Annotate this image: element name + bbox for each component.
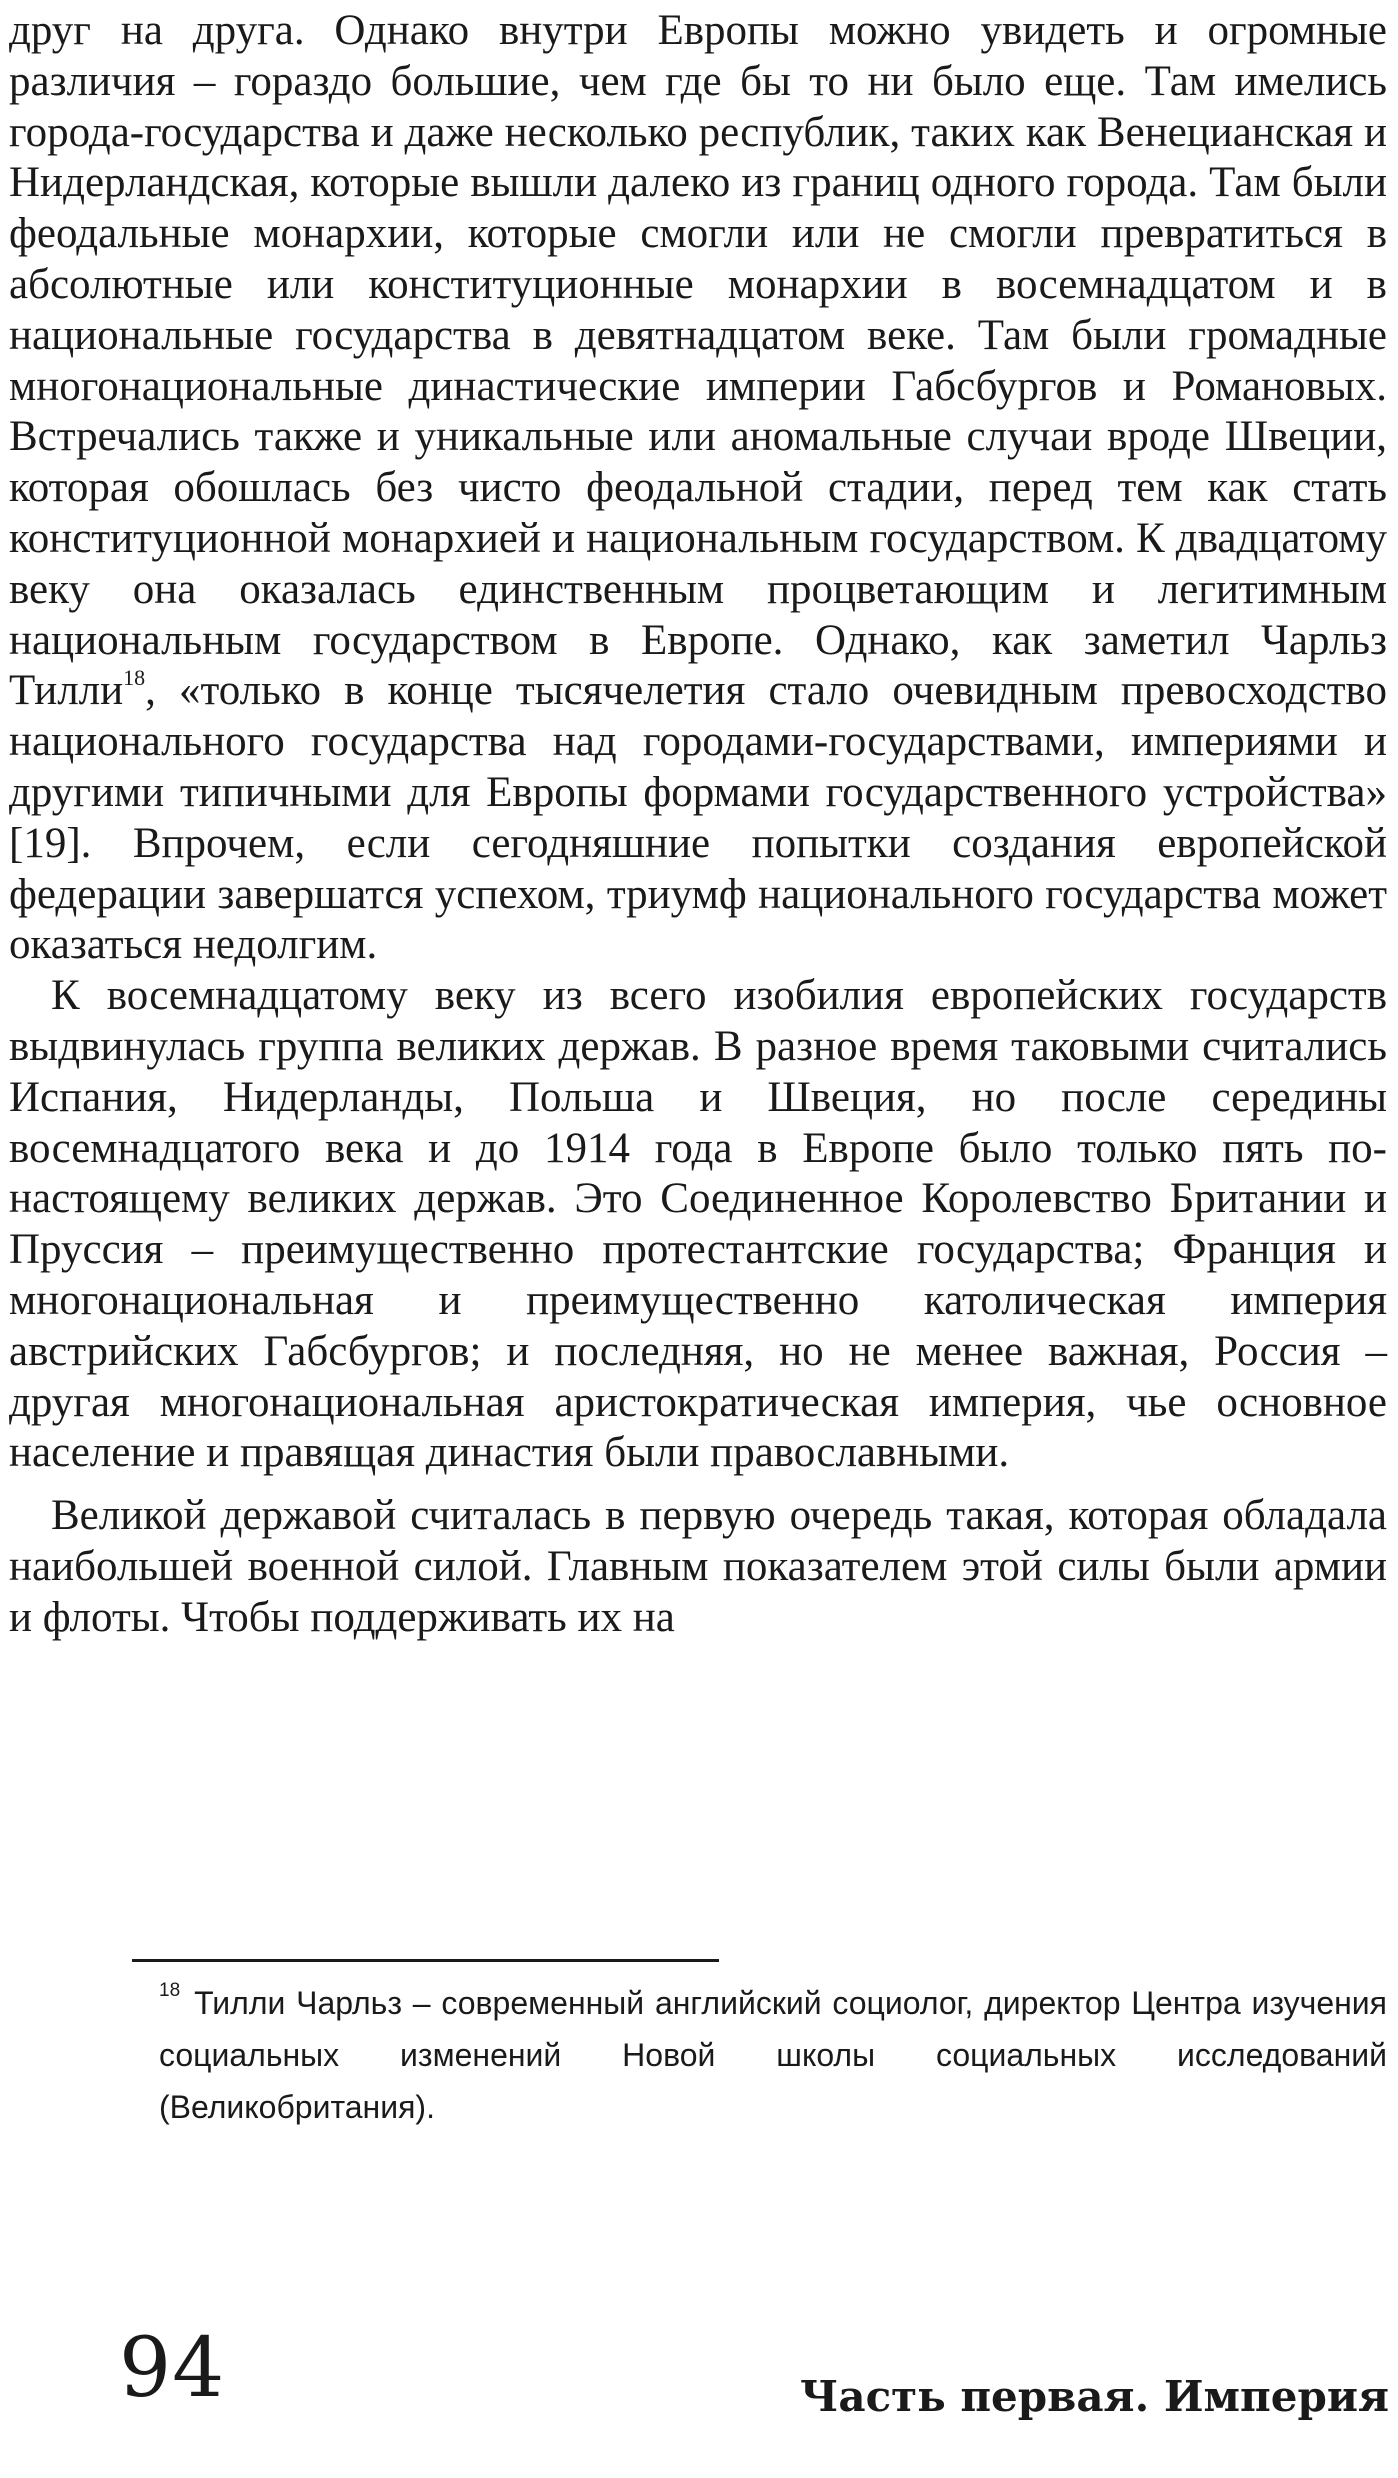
main-text [9, 6, 1387, 1644]
footnote-reference: 18 [123, 665, 146, 691]
footnote [159, 1977, 1387, 2133]
paragraph-1-continuation: , «только в конце тысячелетия стало очевидным превосходство национального государства над городами-государствами, империями и другими типичными для Европы формами государственного устройства» [19]. Впрочем, если сегодняшние попытки создания европейской федерации завершатся успехом, триумф национального государства может оказаться недолгим. [9, 667, 1387, 969]
paragraph-3: Великой державой считалась в первую очередь такая, которая обладала наибольшей военной силой. Главным показателем этой силы были армии и флоты. Чтобы поддерживать их на [9, 1492, 1387, 1641]
page-number: 94 [119, 2321, 226, 2416]
footnote-divider [132, 1959, 719, 1962]
footnote-number: 18 [159, 1980, 181, 2002]
book-page [9, 0, 1389, 2478]
paragraph-1 [9, 6, 1387, 971]
footnote-text: Тилли Чарльз – современный английский социолог, директор Центра изучения социальных изменений Новой школы социальных исследований (Великобритания). [159, 1985, 1387, 2125]
paragraph-1-text: друг на друга. Однако внутри Европы можно увидеть и огромные различия – гораздо большие, чем где бы то ни было еще. Там имелись города-государства и даже несколько республик, таких как Венецианская и Нидерландская, которые вышли далеко из границ одного города. Там были феодальные монархии, которые смогли или не смогли превратиться в абсолютные или конституционные монархии в восемнадцатом и в национальные государства в девятнадцатом веке. Там были громадные многонациональные династические империи Габсбургов и Романовых. Встречались также и уникальные или аномальные случаи вроде Швеции, которая обошлась без чисто феодальной стадии, перед тем как стать конституционной монархией и национальным государством. К двадцатому веку она оказалась единственным процветающим и легитимным национальным государством в Европе. Однако, как заметил Чарльз Тилли [9, 7, 1387, 715]
paragraph-2: К восемнадцатому веку из всего изобилия европейских государств выдвинулась группа великих держав. В разное время таковыми считались Испания, Нидерланды, Польша и Швеция, но после середины восемнадцатого века и до 1914 года в Европе было только пять по-настоящему великих держав. Это Соединенное Королевство Британии и Пруссия – преимущественно протестантские государства; Франция и многонациональная и преимущественно католическая империя австрийских Габсбургов; и последняя, но не менее важная, Россия – другая многонациональная аристократическая империя, чье основное население и правящая династия были православными. [9, 972, 1387, 1477]
running-head: Часть первая. Империя [800, 2372, 1389, 2421]
